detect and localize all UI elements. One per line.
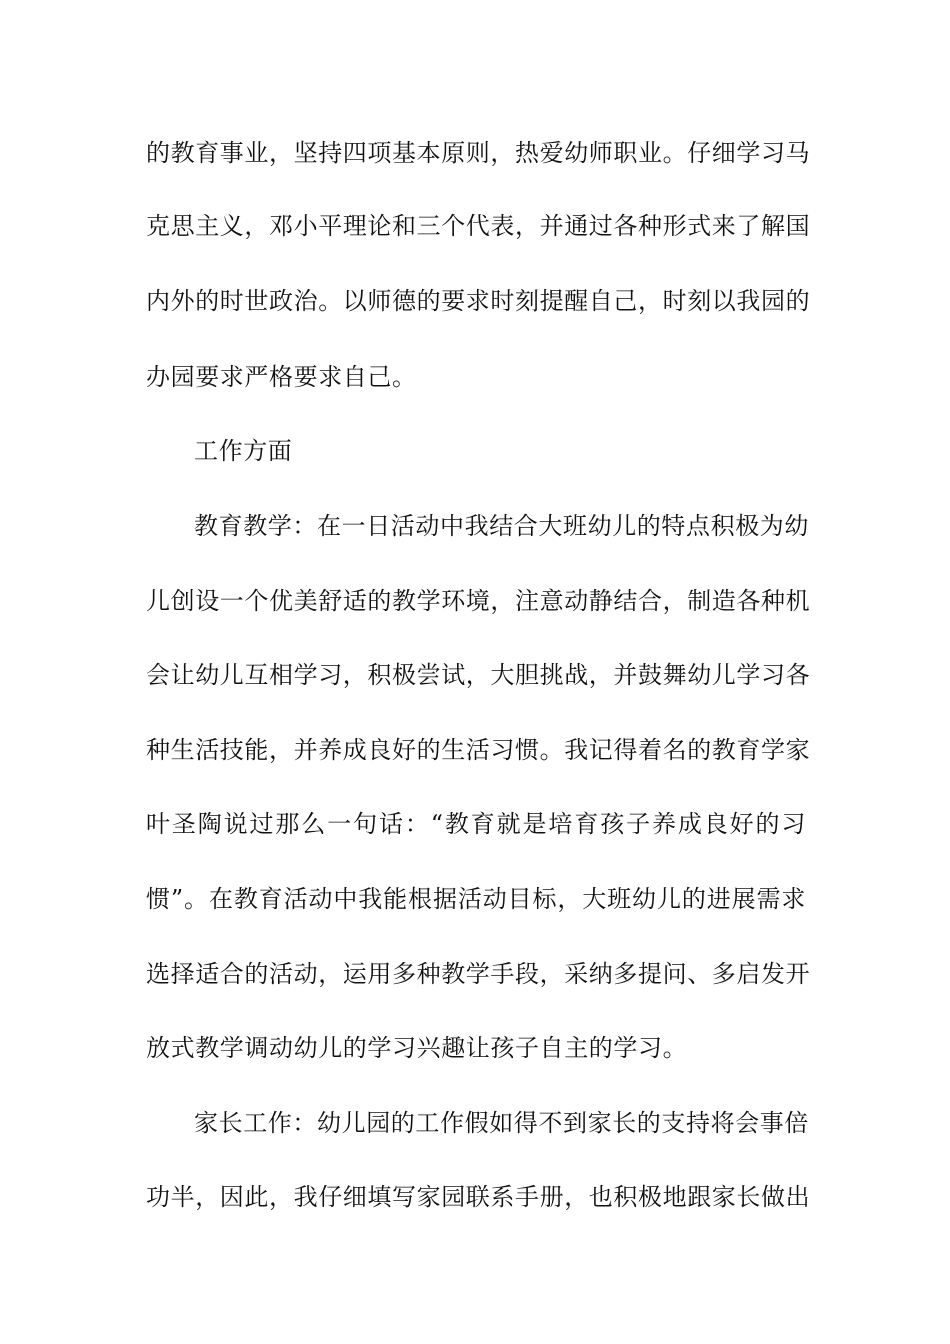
text-line: 叶圣陶说过那么一句话：“教育就是培育孩子养成良好的习: [146, 810, 806, 838]
text-line: 种生活技能，并养成良好的生活习惯。我记得着名的教育学家: [146, 736, 811, 764]
text-line: 选择适合的活动，运用多种教学手段，采纳多提问、多启发开: [146, 960, 811, 988]
text-line: 的教育事业，坚持四项基本原则，热爱幼师职业。仔细学习马: [146, 139, 811, 167]
text-line: 儿创设一个优美舒适的教学环境，注意动静结合，制造各种机: [146, 587, 811, 615]
text-line: 会让幼儿互相学习，积极尝试，大胆挑战，并鼓舞幼儿学习各: [146, 661, 811, 689]
text-line: 克思主义，邓小平理论和三个代表，并通过各种形式来了解国: [146, 212, 811, 240]
text-line: 放式教学调动幼儿的学习兴趣让孩子自主的学习。: [146, 1034, 688, 1062]
text-line: 功半，因此，我仔细填写家园联系手册，也积极地跟家长做出: [146, 1183, 811, 1211]
text-line: 办园要求严格要求自己。: [146, 363, 417, 391]
text-line: 家长工作：幼儿园的工作假如得不到家长的支持将会事倍: [194, 1109, 809, 1137]
text-line: 惯”。在教育活动中我能根据活动目标，大班幼儿的进展需求: [146, 885, 806, 913]
section-heading: 工作方面: [194, 437, 293, 465]
text-line: 教育教学：在一日活动中我结合大班幼儿的特点积极为幼: [194, 512, 809, 540]
text-line: 内外的时世政治。以师德的要求时刻提醒自己，时刻以我园的: [146, 287, 811, 315]
